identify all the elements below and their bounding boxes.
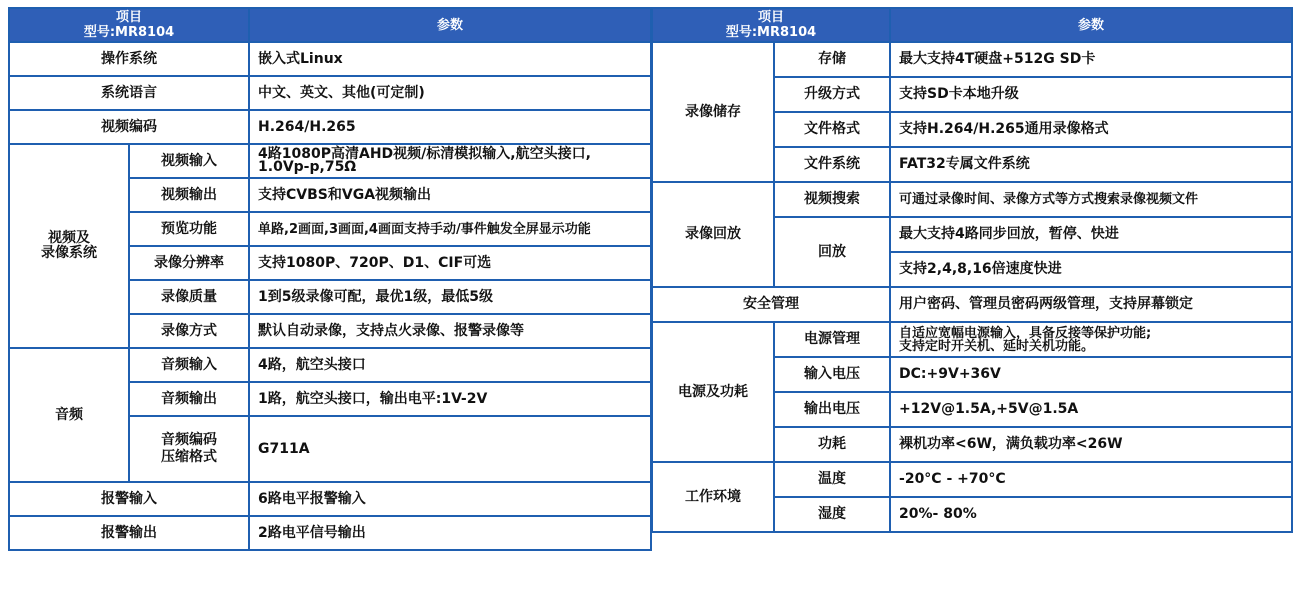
spec-table-right	[651, 7, 1293, 533]
row-label-audio-out: 音频输出	[129, 382, 249, 416]
row-label-video-search: 视频搜索	[774, 182, 890, 217]
header-item	[652, 8, 890, 42]
row-value-rec-res: 支持1080P、720P、D1、CIF可选	[249, 246, 651, 280]
row-value-preview: 单路,2画面,3画面,4画面支持手动/事件触发全屏显示功能	[249, 212, 651, 246]
row-label-rec-res: 录像分辨率	[129, 246, 249, 280]
header-param: 参数	[890, 8, 1292, 42]
header-item-label: 项目	[758, 10, 785, 25]
row-label-rec-quality: 录像质量	[129, 280, 249, 314]
row-value-lang: 中文、英文、其他(可定制)	[249, 76, 651, 110]
row-value-temp: -20°C - +70°C	[890, 462, 1292, 497]
row-value-alarm-out: 2路电平信号输出	[249, 516, 651, 550]
row-value-file-format: 支持H.264/H.265通用录像格式	[890, 112, 1292, 147]
row-value-input-v: DC:+9V+36V	[890, 357, 1292, 392]
row-label-preview: 预览功能	[129, 212, 249, 246]
row-value-alarm-in: 6路电平报警输入	[249, 482, 651, 516]
row-value-playback-1: 最大支持4路同步回放，暂停、快进	[890, 217, 1292, 252]
row-label-storage: 存储	[774, 42, 890, 77]
table-row	[652, 182, 1292, 217]
table-row	[9, 76, 651, 110]
table-row	[652, 322, 1292, 357]
row-value-playback-2: 支持2,4,8,16倍速度快进	[890, 252, 1292, 287]
row-value-power-mgmt: 自适应宽幅电源输入，具备反接等保护功能; 支持定时开关机、延时关机功能。	[890, 322, 1292, 357]
table-row	[9, 348, 651, 382]
row-label-audio-in: 音频输入	[129, 348, 249, 382]
row-label-rec-mode: 录像方式	[129, 314, 249, 348]
header-model-label: 型号:MR8104	[725, 25, 817, 40]
row-value-audio-out: 1路，航空头接口，输出电平:1V-2V	[249, 382, 651, 416]
row-value-video-out: 支持CVBS和VGA视频输出	[249, 178, 651, 212]
row-value-audio-codec: G711A	[249, 416, 651, 482]
header-model-label: 型号:MR8104	[83, 25, 175, 40]
row-value-humidity: 20%- 80%	[890, 497, 1292, 532]
row-label-alarm-in: 报警输入	[9, 482, 249, 516]
group-label-storage: 录像储存	[652, 42, 774, 182]
group-label-video: 视频及 录像系统	[9, 144, 129, 348]
row-label-alarm-out: 报警输出	[9, 516, 249, 550]
row-label-power: 功耗	[774, 427, 890, 462]
row-value-rec-mode: 默认自动录像，支持点火录像、报警录像等	[249, 314, 651, 348]
table-row	[9, 516, 651, 550]
table-row	[652, 287, 1292, 322]
table-header-row	[9, 8, 651, 42]
row-label-codec: 视频编码	[9, 110, 249, 144]
row-label-upgrade: 升级方式	[774, 77, 890, 112]
row-label-input-v: 输入电压	[774, 357, 890, 392]
row-label-lang: 系统语言	[9, 76, 249, 110]
group-label-audio: 音频	[9, 348, 129, 482]
group-label-power: 电源及功耗	[652, 322, 774, 462]
row-value-codec: H.264/H.265	[249, 110, 651, 144]
row-value-power: 裸机功率<6W，满负载功率<26W	[890, 427, 1292, 462]
row-value-audio-in: 4路，航空头接口	[249, 348, 651, 382]
table-row	[9, 144, 651, 178]
table-row	[9, 110, 651, 144]
row-value-output-v: +12V@1.5A,+5V@1.5A	[890, 392, 1292, 427]
row-label-audio-codec: 音频编码 压缩格式	[129, 416, 249, 482]
row-label-video-in: 视频输入	[129, 144, 249, 178]
row-value-os: 嵌入式Linux	[249, 42, 651, 76]
row-value-video-in: 4路1080P高清AHD视频/标清模拟输入,航空头接口, 1.0Vp-p,75Ω	[249, 144, 651, 178]
table-row	[652, 462, 1292, 497]
group-label-playback: 录像回放	[652, 182, 774, 287]
row-label-os: 操作系统	[9, 42, 249, 76]
row-value-file-system: FAT32专属文件系统	[890, 147, 1292, 182]
spec-table-left	[8, 7, 652, 551]
row-value-storage: 最大支持4T硬盘+512G SD卡	[890, 42, 1292, 77]
table-row	[9, 42, 651, 76]
row-label-file-format: 文件格式	[774, 112, 890, 147]
table-row	[652, 42, 1292, 77]
group-label-env: 工作环境	[652, 462, 774, 532]
header-item	[9, 8, 249, 42]
row-label-output-v: 输出电压	[774, 392, 890, 427]
table-row	[9, 482, 651, 516]
header-item-label: 项目	[116, 10, 143, 25]
row-value-upgrade: 支持SD卡本地升级	[890, 77, 1292, 112]
row-label-power-mgmt: 电源管理	[774, 322, 890, 357]
table-header-row	[652, 8, 1292, 42]
row-label-playback: 回放	[774, 217, 890, 287]
row-label-file-system: 文件系统	[774, 147, 890, 182]
row-label-security: 安全管理	[652, 287, 890, 322]
row-value-security: 用户密码、管理员密码两级管理，支持屏幕锁定	[890, 287, 1292, 322]
row-label-humidity: 湿度	[774, 497, 890, 532]
row-value-rec-quality: 1到5级录像可配，最优1级，最低5级	[249, 280, 651, 314]
row-label-video-out: 视频输出	[129, 178, 249, 212]
row-label-temp: 温度	[774, 462, 890, 497]
header-param: 参数	[249, 8, 651, 42]
row-value-video-search: 可通过录像时间、录像方式等方式搜索录像视频文件	[890, 182, 1292, 217]
